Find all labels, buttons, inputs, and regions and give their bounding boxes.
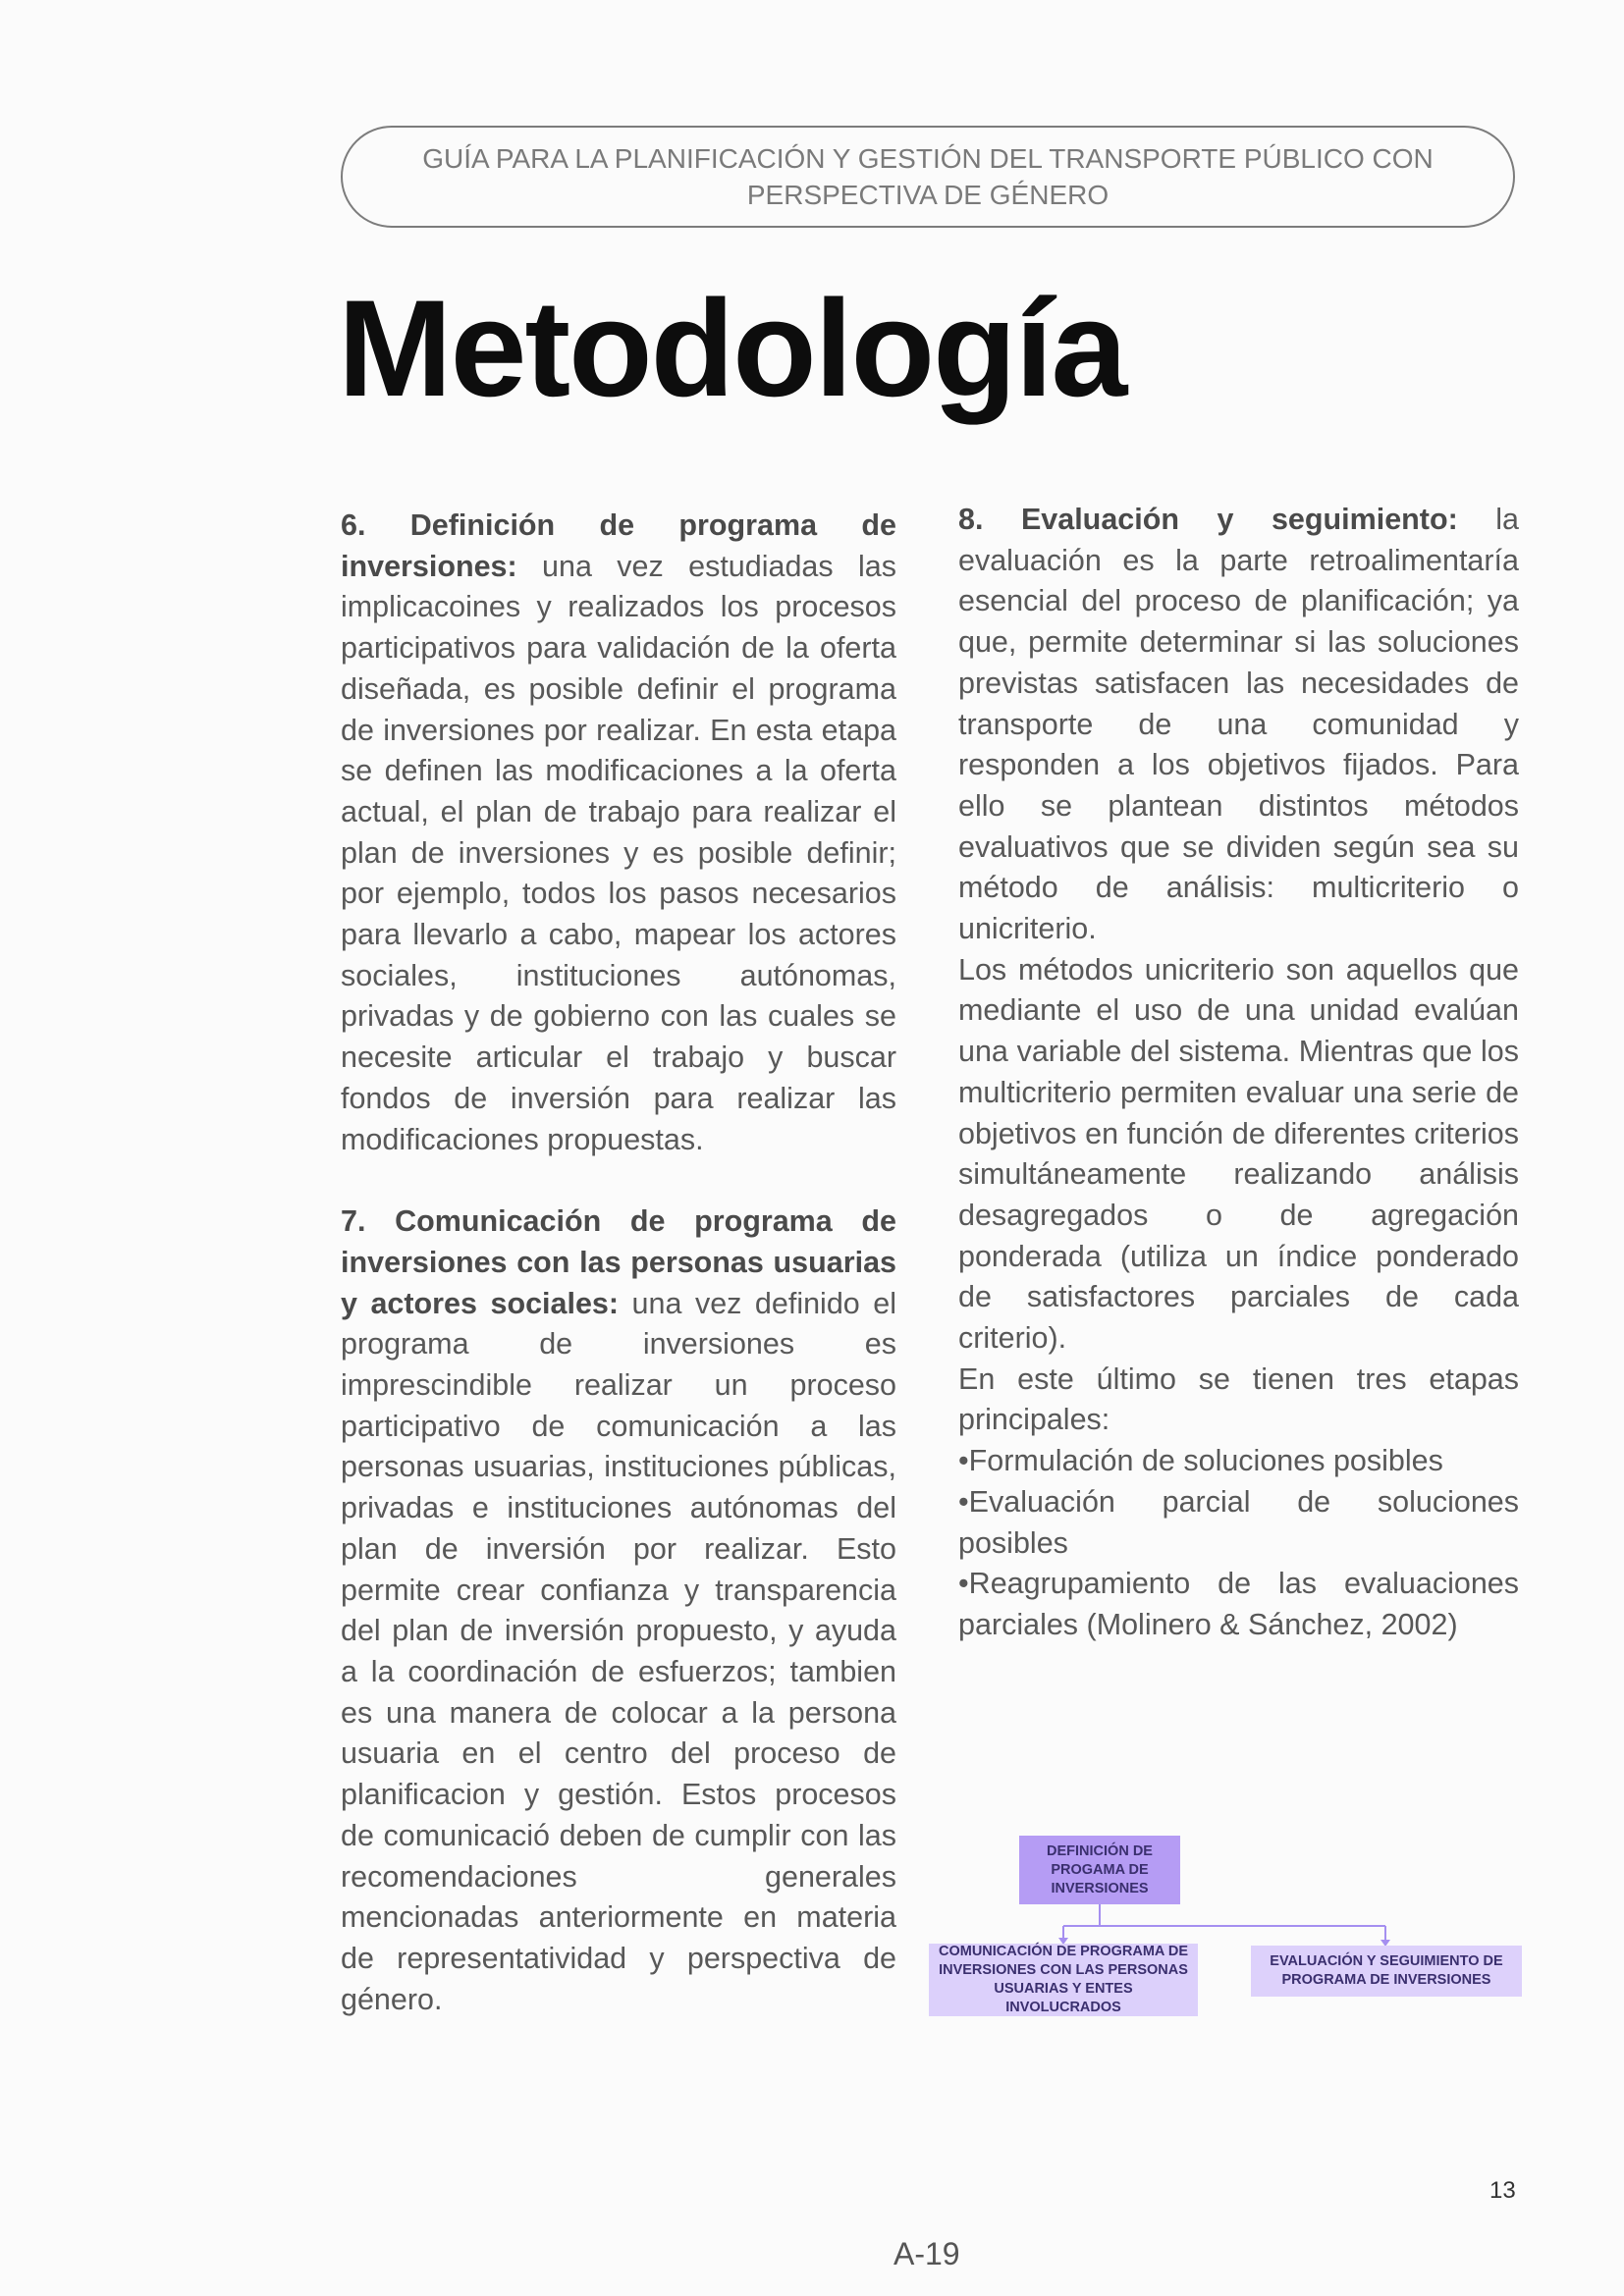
list-item: •Evaluación parcial de soluciones posibles <box>958 1484 1519 1560</box>
header-line-2: PERSPECTIVA DE GÉNERO <box>746 180 1110 210</box>
footer-code: A-19 <box>893 2236 960 2271</box>
section-6-heading: 6. Definición de programa de inversiones: <box>341 508 896 583</box>
unicriterio-paragraph: Los métodos unicriterio son aquellos que mediante el uso de una unidad evalúan una variable del sistema. Mientras que los multicriterio permiten evaluar una serie de objetivos en función de diferentes criterios simultáneamente realizando análisis desagregados o de agregación ponderada (utiliza un índice ponderado de satisfactores parciales de cada criterio). <box>958 952 1519 1356</box>
header-banner <box>341 126 1515 228</box>
diagram-box-evaluation: EVALUACIÓN Y SEGUIMIENTO DE PROGRAMA DE INVERSIONES <box>1251 1946 1522 1997</box>
list-item: •Formulación de soluciones posibles <box>958 1444 1443 1478</box>
page-title: Metodología <box>338 271 1126 425</box>
section-8-text: la evaluación es la parte retroalimentaría esencial del proceso de planificación; ya que, permite determinar si las soluciones previstas satisfacen las necesidades de transporte de una comunidad y responden a los objetivos fijados. Para ello se plantean distintos métodos evaluativos que se dividen según sea su método de análisis: multicriterio o unicriterio. <box>958 503 1519 946</box>
section-8-heading: 8. Evaluación y seguimiento: <box>958 503 1458 536</box>
section-6-paragraph <box>341 506 896 1160</box>
list-item: •Reagrupamiento de las evaluaciones parciales (Molinero & Sánchez, 2002) <box>958 1567 1519 1641</box>
left-column <box>341 506 896 2020</box>
section-6-text: una vez estudiadas las implicacoines y realizados los procesos participativos para validación de la oferta diseñada, es posible definir el programa de inversiones por realizar. En esta etapa se definen las modificaciones a la oferta actual, el plan de trabajo para realizar el plan de inversiones y es posible definir; por ejemplo, todos los pasos necesarios para llevarlo a cabo, mapear los actores sociales, instituciones autónomas, privadas y de gobierno con las cuales se necesite articular el trabajo y buscar fondos de inversión para realizar las modificaciones propuestas. <box>341 549 896 1156</box>
section-7-paragraph <box>341 1201 896 2020</box>
section-7-text: una vez definido el programa de inversiones es imprescindible realizar un proceso participativo de comunicación a las personas usuarias, instituciones públicas, privadas e instituciones autónomas del plan de inversión por realizar. Esto permite crear confianza y transparencia del plan de inversión propuesto, y ayuda a la coordinación de esfuerzos; tambien es una manera de colocar a la persona usuaria en el centro del proceso de planificacion y gestión. Estos procesos de comunicació deben de cumplir con las recomendaciones generales mencionadas anteriormente en materia de representatividad y perspectiva de género. <box>341 1286 897 2016</box>
diagram-box-communication: COMUNICACIÓN DE PROGRAMA DE INVERSIONES CON LAS PERSONAS USUARIAS Y ENTES INVOLUCRADOS <box>929 1944 1198 2016</box>
header-line-1: GUÍA PARA LA PLANIFICACIÓN Y GESTIÓN DEL TRANSPORTE PÚBLICO CON <box>422 143 1434 174</box>
page-number: 13 <box>1489 2177 1516 2204</box>
process-diagram <box>923 1828 1532 2024</box>
diagram-box-definition: DEFINICIÓN DE PROGAMA DE INVERSIONES <box>1019 1836 1180 1904</box>
right-column <box>958 500 1519 1646</box>
connector-lines <box>1063 1904 1385 1944</box>
section-8-paragraph <box>958 500 1519 950</box>
section-7-heading: 7. Comunicación de programa de inversiones con las personas usuarias y actores sociales: <box>341 1204 896 1320</box>
stages-intro: En este último se tienen tres etapas principales: <box>958 1362 1519 1437</box>
